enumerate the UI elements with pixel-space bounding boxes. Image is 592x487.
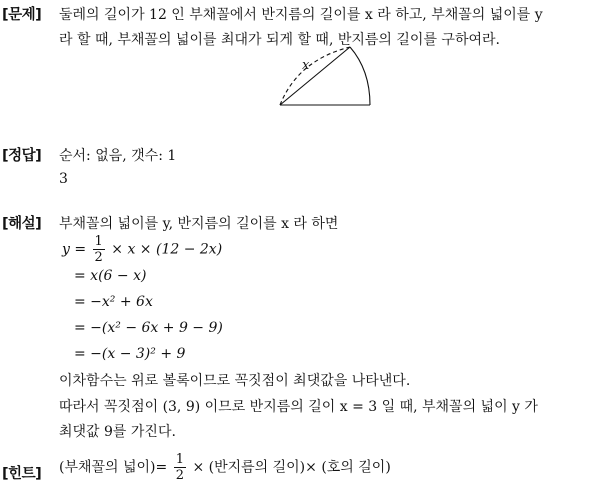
problem-line-2: 라 할 때, 부채꼴의 넓이를 최대가 되게 할 때, 반지름의 길이를 구하여라.: [59, 32, 500, 48]
solution-equation-5: = −(x − 3)² + 9: [74, 346, 186, 362]
sector-arc: [350, 47, 370, 105]
solution-tag: [해설]: [2, 216, 42, 232]
hint-tag: [힌트]: [2, 466, 42, 482]
eq1-lhs: y =: [62, 241, 87, 258]
solution-equation-3: = −x² + 6x: [74, 294, 153, 310]
eq1-rhs: × x × (12 − 2x): [111, 241, 223, 258]
hint-formula: [59, 452, 391, 483]
solution-intro: 부채꼴의 넓이를 y, 반지름의 길이를 x 라 하면: [59, 216, 339, 232]
answer-value: 3: [59, 171, 68, 187]
sector-radius-diagonal: [280, 47, 350, 105]
answer-tag: [정답]: [2, 148, 42, 164]
solution-line-8: 최댓값 9를 가진다.: [59, 424, 176, 440]
problem-line-1: 둘레의 길이가 12 인 부채꼴에서 반지름의 길이를 x 라 하고, 부채꼴의 넓이를 y: [59, 7, 543, 23]
eq1-denominator: 2: [94, 250, 103, 265]
solution-equation-4: = −(x² − 6x + 9 − 9): [74, 320, 223, 336]
solution-equation-1: [62, 234, 222, 265]
sector-label-x: x: [302, 58, 310, 73]
eq1-numerator: 1: [94, 234, 103, 249]
hint-denominator: 2: [175, 468, 184, 483]
eq1-fraction: [93, 234, 105, 265]
hint-numerator: 1: [175, 452, 184, 467]
solution-equation-2: = x(6 − x): [74, 268, 147, 284]
sector-figure: [274, 42, 384, 112]
answer-meta: 순서: 없음, 갯수: 1: [59, 148, 177, 164]
hint-fraction: [174, 452, 186, 483]
solution-line-7: 따라서 꼭짓점이 (3, 9) 이므로 반지름의 길이 x = 3 일 때, 부채꼴의 넓이 y 가: [59, 399, 538, 415]
hint-lhs: (부채꼴의 넓이)=: [59, 459, 168, 476]
solution-line-6: 이차함수는 위로 볼록이므로 꼭짓점이 최댓값을 나타낸다.: [59, 373, 411, 389]
hint-rhs: × (반지름의 길이)× (호의 길이): [192, 459, 391, 476]
problem-tag: [문제]: [2, 7, 42, 23]
